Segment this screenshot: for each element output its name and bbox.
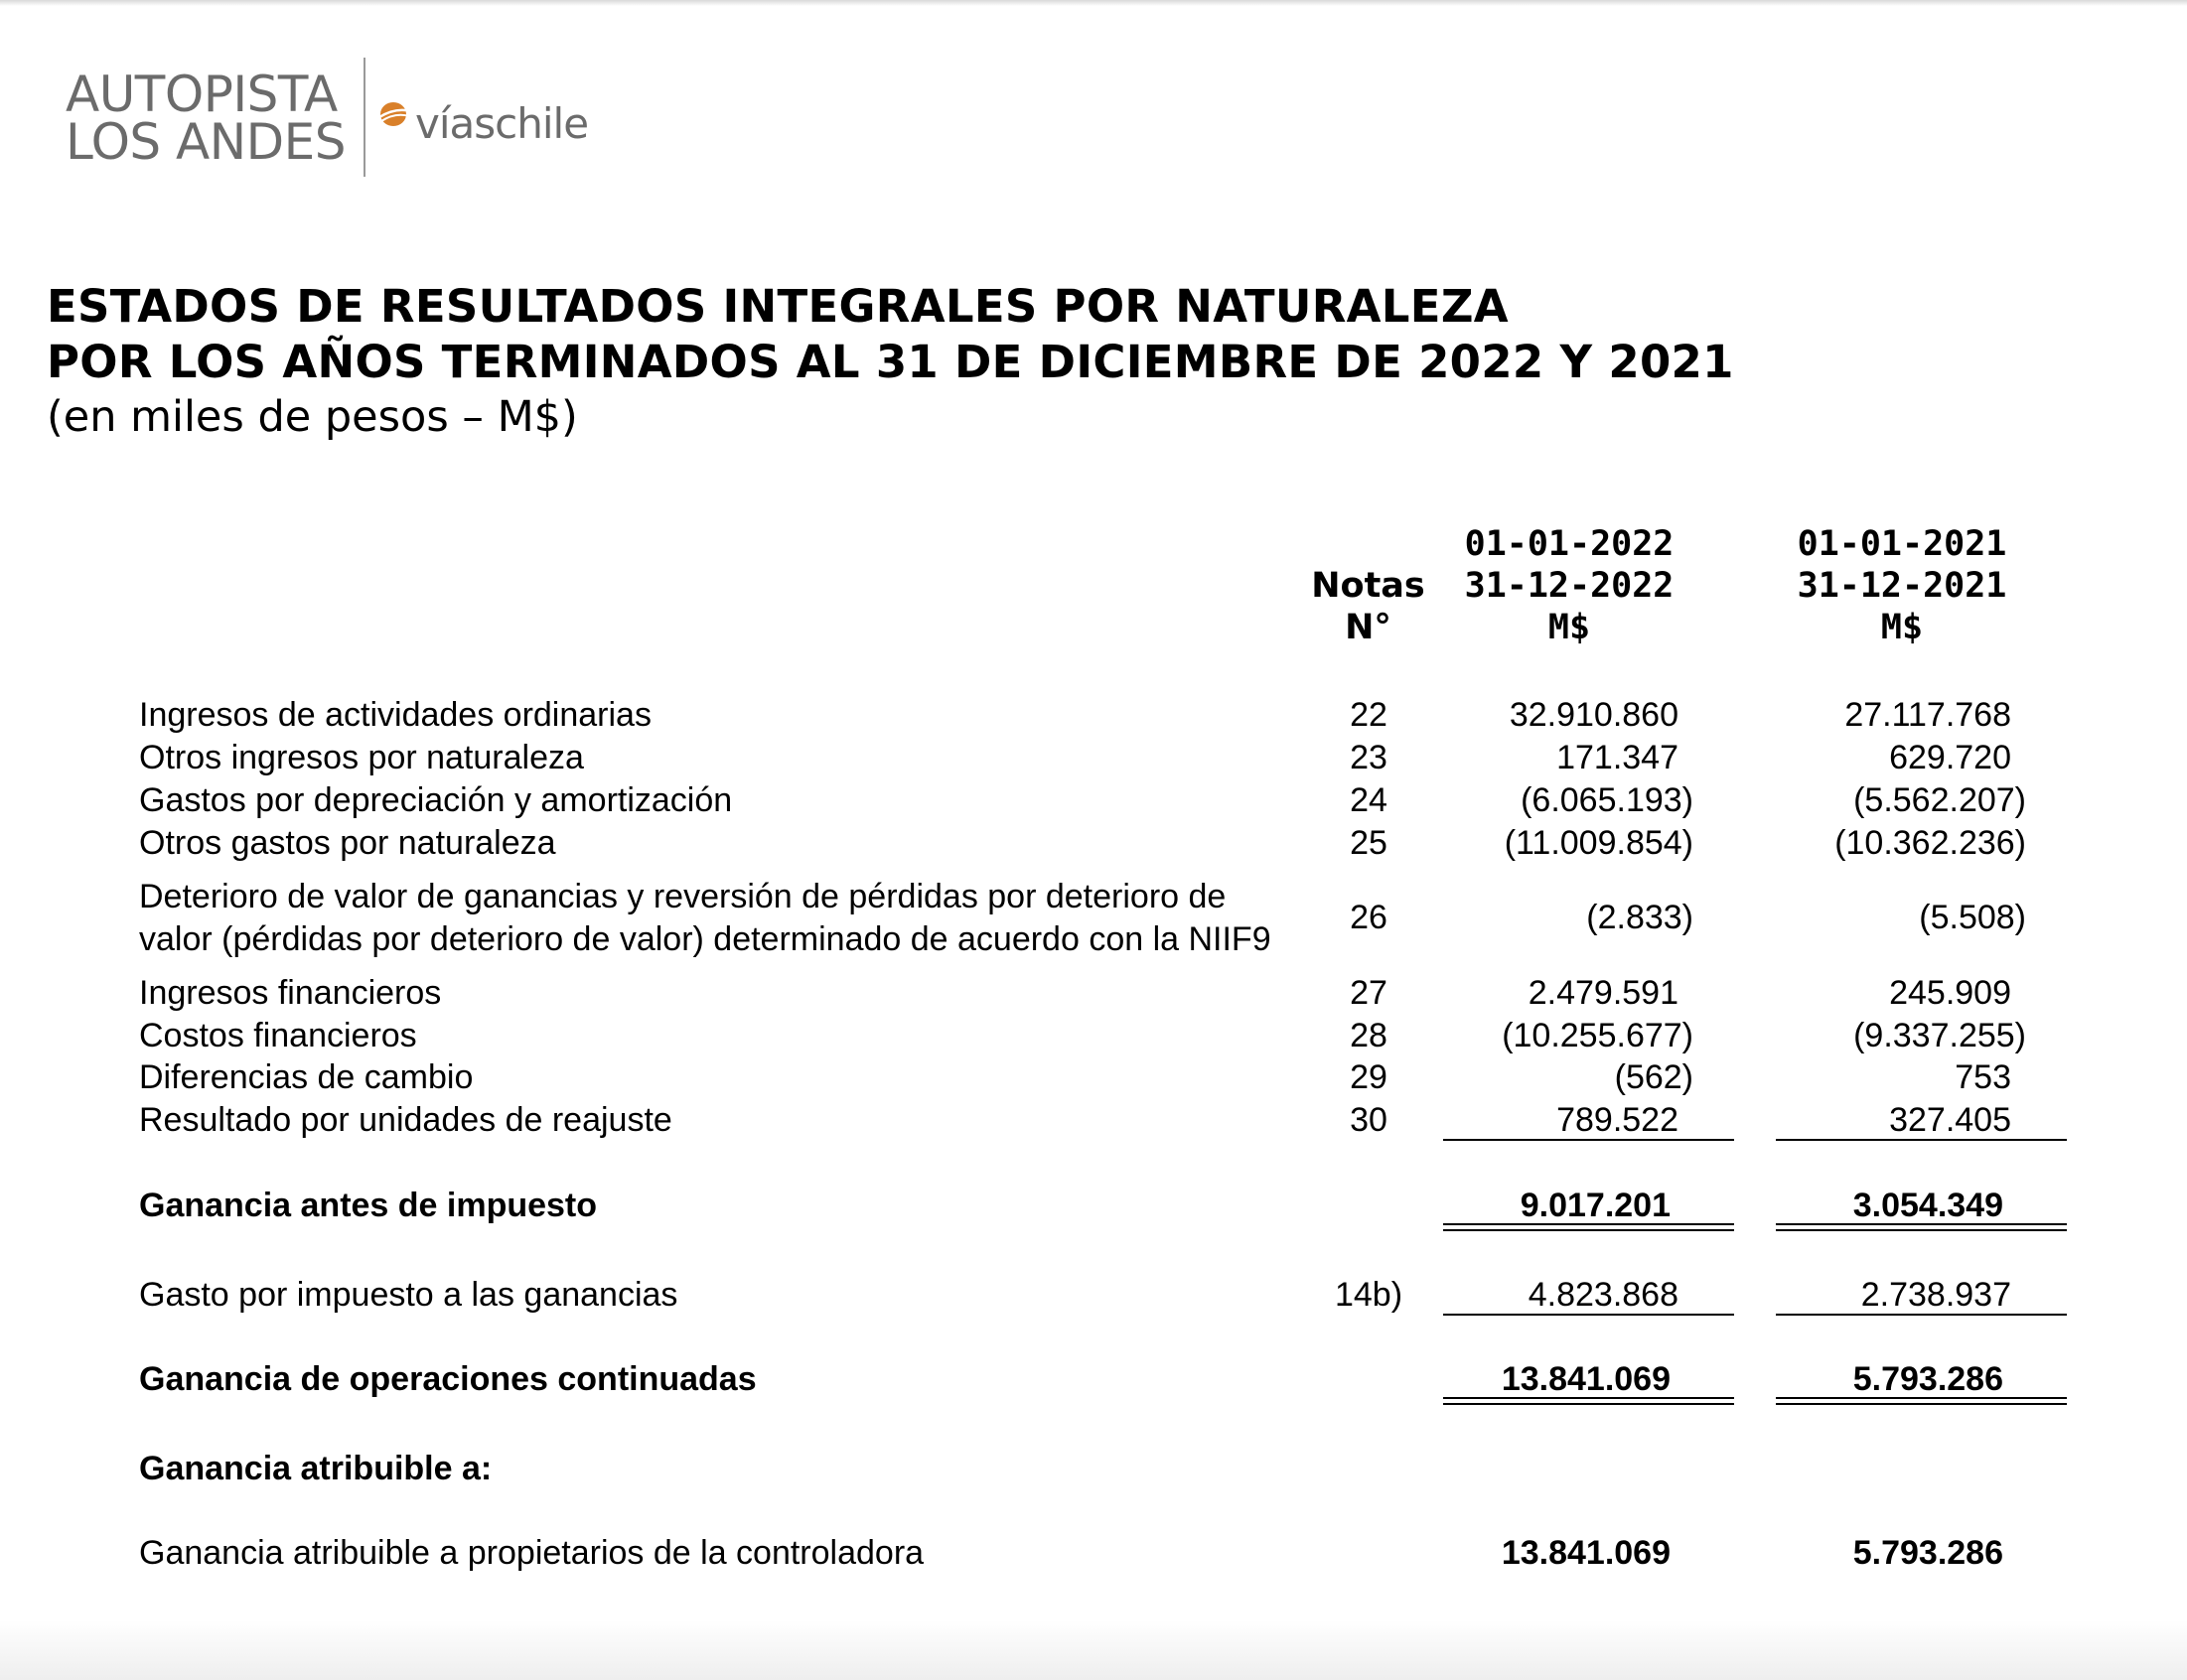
total-double-underline [1776, 1223, 2067, 1231]
header-2022-unit: M$ [1547, 608, 1591, 647]
logo-line-1: AUTOPISTA [66, 66, 338, 123]
row-value-2022: 171.347 [1556, 739, 1678, 776]
top-shade [0, 0, 2187, 6]
row-label: Resultado por unidades de reajuste [139, 1101, 672, 1139]
row-note: 14b) [1334, 1276, 1403, 1314]
row-label: Ingresos financieros [139, 974, 442, 1012]
row-value-2021: (5.508) [1919, 899, 2026, 936]
row-label-propietarios: Ganancia atribuible a propietarios de la controladora [139, 1534, 925, 1572]
row-value-2021: 27.117.768 [1844, 696, 2011, 734]
row-note: 25 [1350, 824, 1387, 862]
row-note: 29 [1350, 1058, 1387, 1096]
row-value-2021: 2.738.937 [1860, 1276, 2011, 1314]
header-2021-unit: M$ [1880, 608, 1924, 647]
total-double-underline [1776, 1397, 2067, 1405]
row-value-2022: 32.910.860 [1509, 696, 1678, 734]
subtotal-underline [1443, 1139, 1734, 1141]
logo-line-2: LOS ANDES [66, 113, 346, 171]
row-note: 26 [1350, 899, 1387, 936]
header-2021-start: 01-01-2021 [1797, 524, 2007, 564]
section-label-atribuible: Ganancia atribuible a: [139, 1450, 493, 1487]
row-label: Gastos por depreciación y amortización [139, 781, 733, 819]
row-label: Otros ingresos por naturaleza [139, 739, 584, 776]
total-value-2021: 3.054.349 [1852, 1187, 2003, 1224]
row-note: 22 [1350, 696, 1387, 734]
row-label: Diferencias de cambio [139, 1058, 474, 1096]
total-double-underline [1443, 1397, 1734, 1405]
header-2021-end: 31-12-2021 [1797, 566, 2007, 606]
total-value-2022: 13.841.069 [1501, 1360, 1671, 1398]
total-value-2022: 9.017.201 [1520, 1187, 1671, 1224]
row-value-2021: (5.562.207) [1853, 781, 2026, 819]
row-value-2021: (10.362.236) [1834, 824, 2026, 862]
logo-divider [364, 58, 365, 177]
header-notas: Notas [1311, 566, 1425, 606]
total-value-2022: 13.841.069 [1501, 1534, 1671, 1572]
row-value-2022: (10.255.677) [1502, 1017, 1693, 1054]
row-value-2022: 4.823.868 [1528, 1276, 1678, 1314]
row-value-2022: (6.065.193) [1521, 781, 1693, 819]
total-double-underline [1443, 1223, 1734, 1231]
row-value-2022: (11.009.854) [1504, 824, 1693, 862]
header-2022-end: 31-12-2022 [1464, 566, 1675, 606]
row-value-2021: 629.720 [1889, 739, 2011, 776]
row-label-continued: valor (pérdidas por deterioro de valor) determinado de acuerdo con la NIIF9 [139, 920, 1271, 958]
row-value-2022: 2.479.591 [1528, 974, 1678, 1012]
row-value-2021: 327.405 [1889, 1101, 2011, 1139]
page-title-line-2: POR LOS AÑOS TERMINADOS AL 31 DE DICIEMBRE DE 2022 Y 2021 [47, 336, 1734, 388]
row-label: Otros gastos por naturaleza [139, 824, 556, 862]
logo-brand: víaschile [415, 99, 589, 148]
row-value-2022: (2.833) [1586, 899, 1693, 936]
subtotal-underline [1776, 1314, 2067, 1316]
row-note: 23 [1350, 739, 1387, 776]
row-value-2022: 789.522 [1556, 1101, 1678, 1139]
row-note: 28 [1350, 1017, 1387, 1054]
company-logo [66, 56, 589, 179]
row-note: 30 [1350, 1101, 1387, 1139]
total-label-antes-impuesto: Ganancia antes de impuesto [139, 1187, 598, 1224]
subtotal-underline [1776, 1139, 2067, 1141]
total-value-2021: 5.793.286 [1852, 1534, 2003, 1572]
viaschile-globe-icon [375, 99, 415, 129]
row-note: 27 [1350, 974, 1387, 1012]
total-value-2021: 5.793.286 [1852, 1360, 2003, 1398]
total-label-continuadas: Ganancia de operaciones continuadas [139, 1360, 757, 1398]
page-subtitle: (en miles de pesos – M$) [47, 392, 578, 442]
row-label: Deterioro de valor de ganancias y reversión de pérdidas por deterioro de [139, 878, 1227, 915]
row-value-2021: 753 [1955, 1058, 2011, 1096]
header-notas-n: N° [1345, 608, 1391, 647]
row-label-impuesto: Gasto por impuesto a las ganancias [139, 1276, 678, 1314]
row-value-2021: (9.337.255) [1853, 1017, 2026, 1054]
row-label: Ingresos de actividades ordinarias [139, 696, 652, 734]
row-value-2021: 245.909 [1889, 974, 2011, 1012]
row-value-2022: (562) [1614, 1058, 1693, 1096]
row-label: Costos financieros [139, 1017, 417, 1054]
subtotal-underline [1443, 1314, 1734, 1316]
bottom-shade [0, 1620, 2187, 1680]
page-title: ESTADOS DE RESULTADOS INTEGRALES POR NATURALEZA [47, 280, 1509, 333]
header-2022-start: 01-01-2022 [1464, 524, 1675, 564]
row-note: 24 [1350, 781, 1387, 819]
